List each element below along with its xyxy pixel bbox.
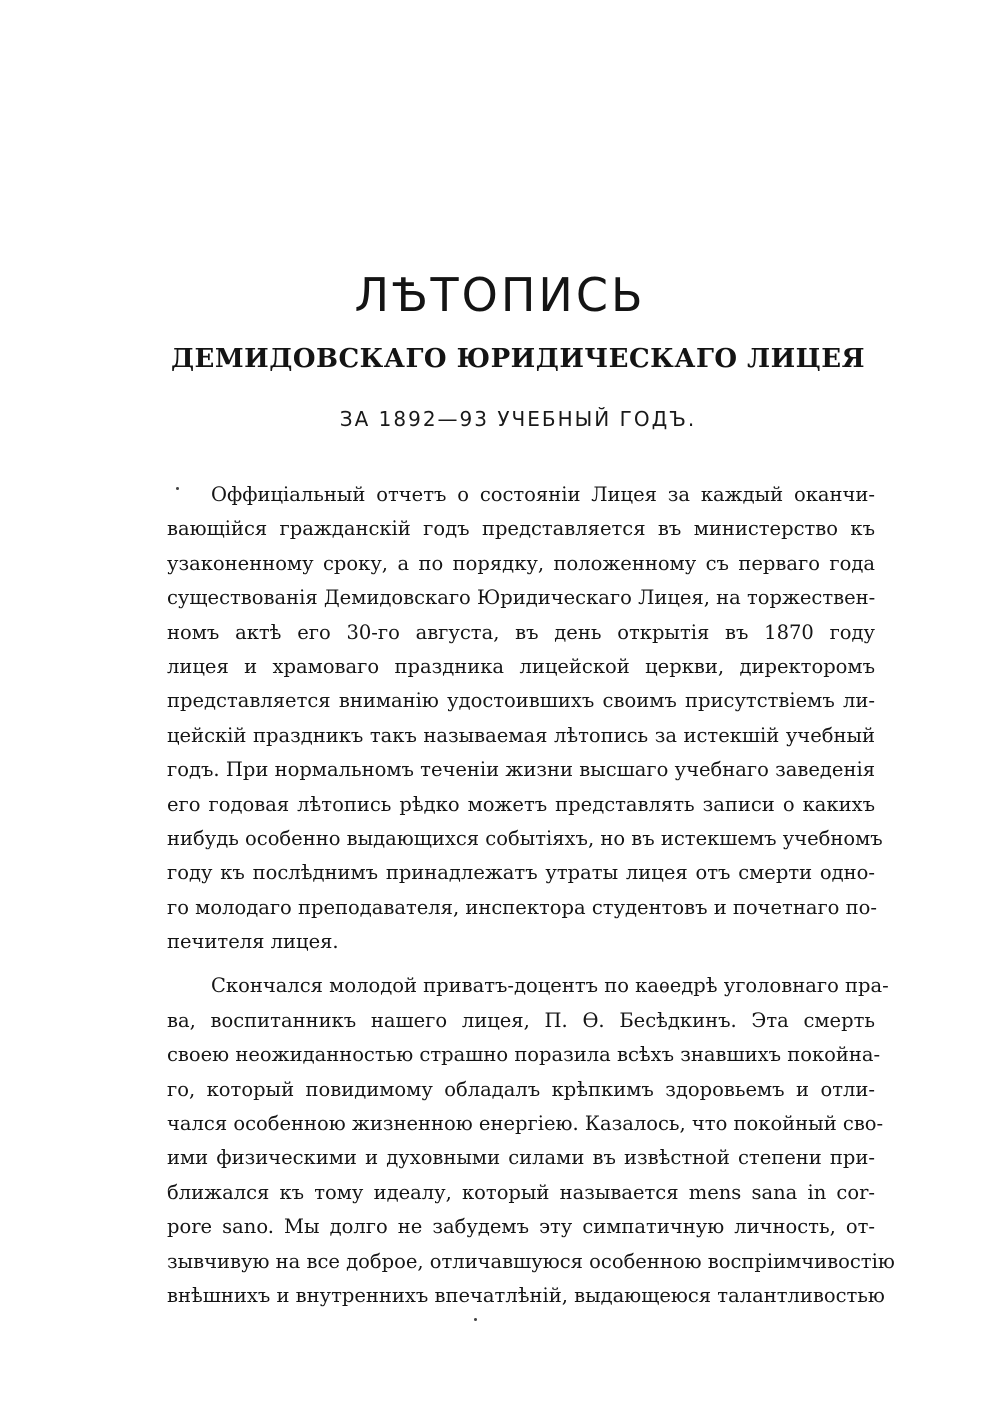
text-line: го, который повидимому обладалъ крѣпкимъ здоровьемъ и отли- bbox=[167, 1077, 875, 1101]
text-line: внѣшнихъ и внутреннихъ впечатлѣній, выдающеюся талантливостью bbox=[167, 1283, 885, 1307]
text-line: существованія Демидовскаго Юридическаго Лицея, на торжествен- bbox=[167, 586, 876, 610]
paragraph-2 bbox=[167, 969, 895, 1313]
paragraph-gap bbox=[167, 959, 875, 969]
text-line: го молодаго преподавателя, инспектора студентовъ и почетнаго по- bbox=[167, 895, 877, 919]
text-line: узаконенному сроку, а по порядку, положенному съ перваго года bbox=[167, 551, 875, 575]
lyceum-subtitle: ДЕМИДОВСКАГО ЮРИДИЧЕСКАГО ЛИЦЕЯ bbox=[170, 344, 866, 374]
text-line: цейскій праздникъ такъ называемая лѣтопись за истекшій учебный bbox=[167, 723, 875, 747]
text-line: году къ послѣднимъ принадлежатъ утраты лицея отъ смерти одно- bbox=[167, 861, 875, 885]
paragraph-1 bbox=[167, 478, 883, 959]
text-line: номъ актѣ его 30-го августа, въ день открытія въ 1870 году bbox=[167, 620, 875, 644]
academic-year-line: ЗА 1892—93 УЧЕБНЫЙ ГОДЪ. bbox=[339, 407, 697, 431]
text-line: его годовая лѣтопись рѣдко можетъ представлять записи о какихъ bbox=[167, 792, 875, 816]
text-line: ближался къ тому идеалу, который называется mens sana in cor- bbox=[167, 1180, 875, 1204]
text-line: Оффиціальный отчетъ о состояніи Лицея за каждый оканчи- bbox=[211, 483, 875, 506]
text-line: годъ. При нормальномъ теченіи жизни высшаго учебнаго заведенія bbox=[167, 758, 875, 782]
text-line: лицея и храмоваго праздника лицейской церкви, директоромъ bbox=[167, 654, 875, 678]
body-text bbox=[167, 478, 895, 1313]
text-line: чался особенною жизненною енергіею. Казалось, что покойный сво- bbox=[167, 1112, 884, 1136]
text-line: ими физическими и духовными силами въ извѣстной степени при- bbox=[167, 1146, 875, 1170]
text-line: зывчивую на все доброе, отличавшуюся особенною воспріимчивостію bbox=[167, 1249, 895, 1273]
chronicle-title: ЛѢТОПИСЬ bbox=[354, 268, 646, 322]
text-line: нибудь особенно выдающихся событіяхъ, но въ истекшемъ учебномъ bbox=[167, 826, 883, 850]
text-line: вающійся гражданскій годъ представляется въ министерство къ bbox=[167, 517, 875, 541]
text-line: Скончался молодой приватъ-доцентъ по каѳедрѣ уголовнаго пра- bbox=[211, 974, 889, 998]
text-line: своею неожиданностью страшно поразила всѣхъ знавшихъ покойна- bbox=[167, 1043, 881, 1067]
text-line: печителя лицея. bbox=[167, 930, 339, 954]
text-line: представляется вниманію удостоившихъ своимъ присутствіемъ ли- bbox=[167, 689, 875, 713]
text-line: pore sano. Мы долго не забудемъ эту симпатичную личность, от- bbox=[167, 1215, 875, 1239]
scan-speck bbox=[176, 487, 179, 490]
scan-speck bbox=[474, 1318, 477, 1321]
text-line: ва, воспитанникъ нашего лицея, П. Ѳ. Бесѣдкинъ. Эта смерть bbox=[167, 1008, 875, 1032]
